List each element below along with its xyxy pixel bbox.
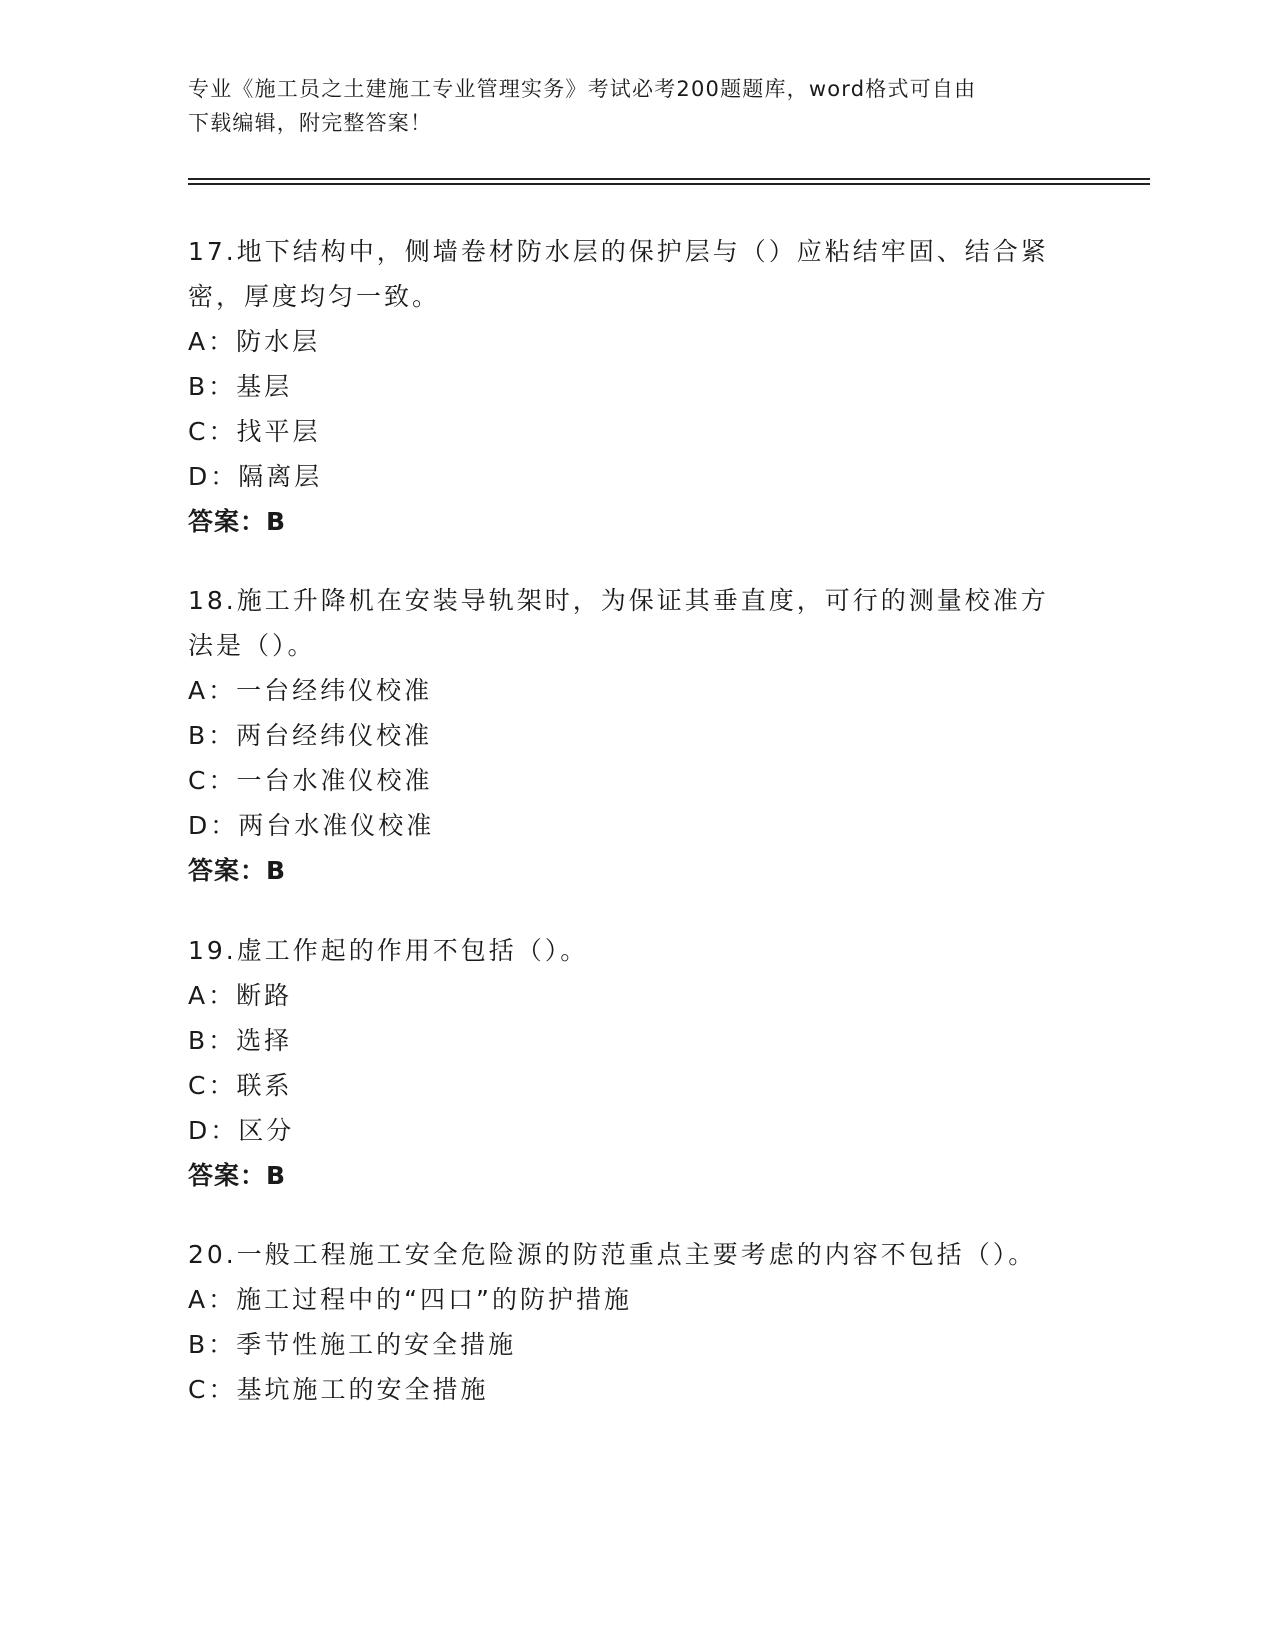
option-d: D：区分 bbox=[188, 1116, 295, 1145]
option-c: C：一台水准仪校准 bbox=[188, 766, 433, 795]
answer-label: 答案：B bbox=[188, 856, 287, 885]
question-20 bbox=[188, 1232, 1088, 1412]
option-a: A：一台经纬仪校准 bbox=[188, 676, 433, 705]
option-a: A：防水层 bbox=[188, 327, 321, 356]
option-c: C：联系 bbox=[188, 1071, 293, 1100]
option-a: A：断路 bbox=[188, 981, 293, 1010]
question-stem-line: 密，厚度均匀一致。 bbox=[188, 282, 441, 311]
answer-label: 答案：B bbox=[188, 507, 287, 536]
header-rule-top bbox=[188, 178, 1150, 180]
option-b: B：两台经纬仪校准 bbox=[188, 721, 433, 750]
question-stem-line: 18.施工升降机在安装导轨架时，为保证其垂直度，可行的测量校准方 bbox=[188, 586, 1049, 615]
option-d: D：隔离层 bbox=[188, 462, 323, 491]
question-stem-line: 19.虚工作起的作用不包括（）。 bbox=[188, 936, 589, 965]
option-d: D：两台水准仪校准 bbox=[188, 811, 435, 840]
document-header bbox=[188, 72, 1088, 140]
option-c: C：基坑施工的安全措施 bbox=[188, 1375, 489, 1404]
answer-label: 答案：B bbox=[188, 1161, 287, 1190]
question-19 bbox=[188, 928, 1088, 1198]
option-b: B：季节性施工的安全措施 bbox=[188, 1330, 517, 1359]
header-rule-bottom bbox=[188, 183, 1150, 185]
option-b: B：选择 bbox=[188, 1026, 293, 1055]
question-stem-line: 法是（）。 bbox=[188, 631, 316, 660]
question-stem-line: 20.一般工程施工安全危险源的防范重点主要考虑的内容不包括（）。 bbox=[188, 1240, 1037, 1269]
header-line-1: 专业《施工员之土建施工专业管理实务》考试必考200题题库，word格式可自由 bbox=[188, 77, 977, 101]
option-a: A：施工过程中的“四口”的防护措施 bbox=[188, 1285, 633, 1314]
question-18 bbox=[188, 578, 1088, 893]
question-stem-line: 17.地下结构中，侧墙卷材防水层的保护层与（）应粘结牢固、结合紧 bbox=[188, 237, 1049, 266]
option-c: C：找平层 bbox=[188, 417, 321, 446]
option-b: B：基层 bbox=[188, 372, 293, 401]
question-17 bbox=[188, 229, 1088, 544]
header-line-2: 下载编辑，附完整答案！ bbox=[188, 111, 433, 135]
